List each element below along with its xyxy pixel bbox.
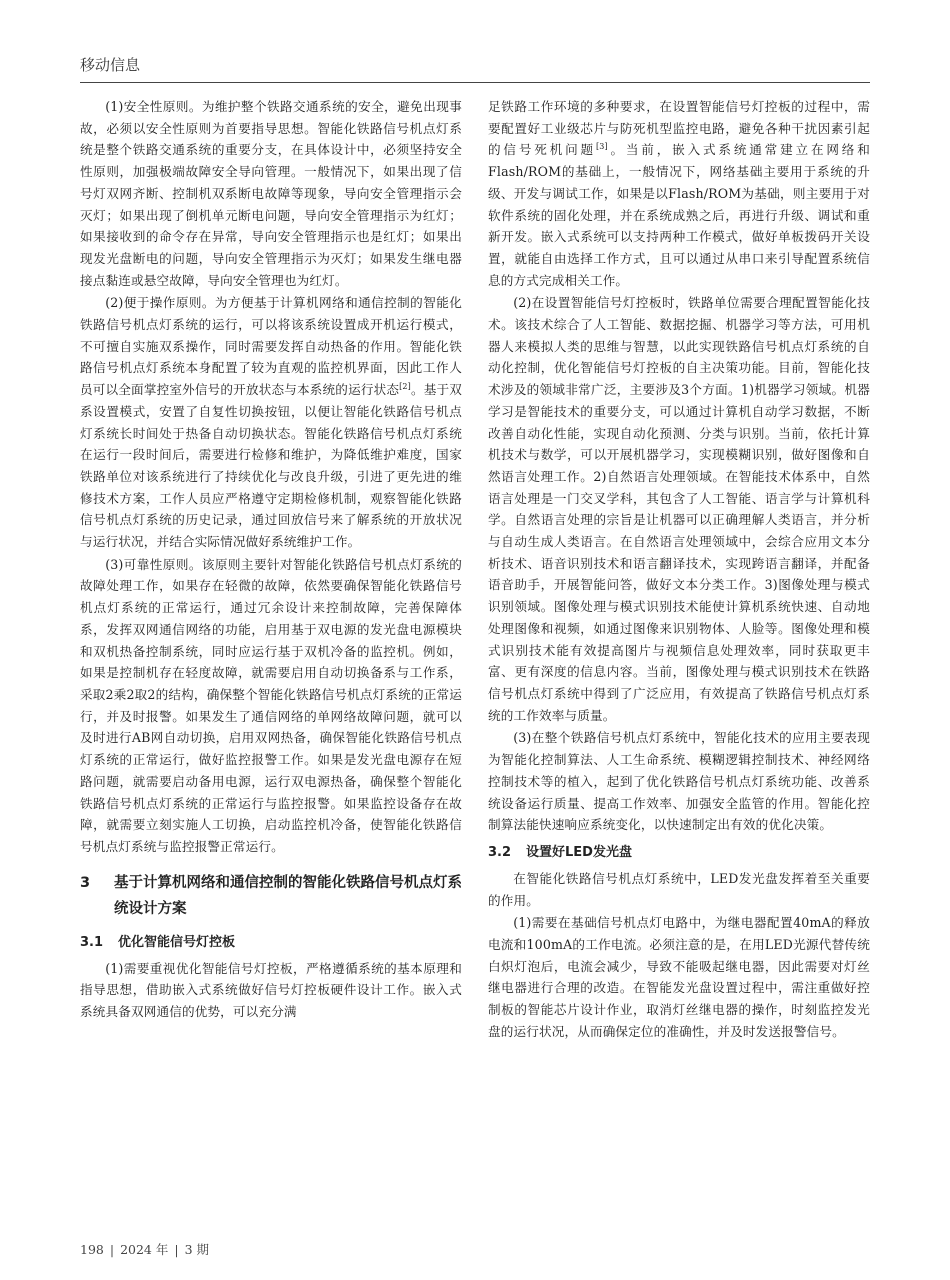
citation-ref: [2] — [399, 381, 411, 391]
section-heading-3 — [80, 870, 462, 922]
section-number: 3 — [80, 874, 91, 891]
paragraph-ease-of-operation — [80, 292, 462, 552]
footer-issue: 3 期 — [184, 1242, 210, 1257]
subsection-number: 3.1 — [80, 934, 104, 950]
section-title: 基于计算机网络和通信控制的智能化铁路信号机点灯系统设计方案 — [114, 874, 462, 917]
paragraph-signal-board-1: (1)需要重视优化智能信号灯控板，严格遵循系统的基本原理和指导思想，借助嵌入式系统做好信号灯控板硬件设计工作。嵌入式系统具备双网通信的优势，可以充分满 — [80, 960, 462, 1020]
paragraph-text: 。当前，嵌入式系统通常建立在网络和Flash/ROM的基础上，一般情况下，网络基础主要用于系统的升级、开发与调试工作，如果是以Flash/ROM为基础，则主要用于对软件系统的固化处理，并在系统成熟之后，再进行升级、调试和重新开发。嵌入式系统可以支持两种工作模式，做好单板拨码开关设置，就能自由选择工作方式，且可以通过从串口来引导配置系统信息的方式完成相关工作。 — [488, 142, 870, 288]
paragraph-led-relay: (1)需要在基础信号机点灯电路中，为继电器配置40mA的释放电流和100mA的工作电流。必须注意的是，在用LED光源代替传统白炽灯泡后，电流会减少，导致不能吸起继电器，因此需要对灯丝继电器进行合理的改造。在智能发光盘设置过程中，需注重做好控制板的智能芯片设计作业，取消灯丝继电器的操作，时刻监控发光盘的运行状况，从而确保定位的准确性，并及时发送报警信号。 — [488, 915, 870, 1039]
footer-year: 2024 年 — [120, 1242, 169, 1257]
paragraph-text: 。基于双系设置模式，安置了自复性切换按钮，以便让智能化铁路信号机点灯系统长时间处于热备自动切换状态。智能化铁路信号机点灯系统在运行一段时间后，需要进行检修和维护，为降低维护难度，国家铁路单位对该系统进行了持续优化与改良升级，引进了更先进的维修技术方案，工作人员应严格遵守定期检修机制，观察智能化铁路信号机点灯系统的历史记录，通过回放信号来了解系统的开放状况与运行状况，并结合实际情况做好系统维护工作。 — [80, 382, 462, 550]
paragraph-led-intro: 在智能化铁路信号机点灯系统中，LED发光盘发挥着至关重要的作用。 — [488, 870, 870, 908]
page-footer — [80, 1240, 209, 1258]
subsection-title: 优化智能信号灯控板 — [118, 934, 236, 950]
subsection-number: 3.2 — [488, 844, 512, 860]
footer-separator: | — [109, 1242, 115, 1257]
left-column — [80, 96, 462, 1024]
paragraph-safety-principle: (1)安全性原则。为维护整个铁路交通系统的安全，避免出现事故，必须以安全性原则为首要指导思想。智能化铁路信号机点灯系统是整个铁路交通系统的重要分支，在具体设计中，必须坚持安全性原则，加强极端故障安全导向管理。一般情况下，如果出现了信号灯双网齐断、控制机双系断电故障等现象，导向安全管理指示会灭灯；如果出现了倒机单元断电问题，导向安全管理指示为红灯；如果接收到的命令存在异常，导向安全管理指示也是红灯；如果出现发光盘断电的问题，导向安全管理指示为灭灯；如果发生继电器接点黏连或悬空故障，导向安全管理也为红灯。 — [80, 99, 462, 288]
paragraph-reliability-principle: (3)可靠性原则。该原则主要针对智能化铁路信号机点灯系统的故障处理工作，如果存在轻微的故障，依然要确保智能化铁路信号机点灯系统的正常运行，通过冗余设计来控制故障，完善保障体系，发挥双网通信网络的功能，启用基于双电源的发光盘电源模块和双机热备控制系统，同时应运行基于双机冷备的监控机。例如，如果是控制机存在轻度故障，就需要启用自动切换备系与工作系，采取2乘2取2的结构，确保整个智能化铁路信号机点灯系统的正常运行，并及时报警。如果发生了通信网络的单网络故障问题，就可以及时进行AB网自动切换，启用双网热备，确保智能化铁路信号机点灯系统的正常运行，做好监控报警工作。如果是发光盘电源存在短路问题，就需要启动备用电源，运行双电源热备，确保整个智能化铁路信号机点灯系统的正常运行与监控报警。如果监控设备存在故障，就需要立刻实施人工切换，启动监控机冷备，使智能化铁路信号机点灯系统与监控报警正常运行。 — [80, 556, 462, 854]
subsection-title: 设置好LED发光盘 — [526, 844, 632, 860]
paragraph-text: 足铁路工作环境的多种要求，在设置智能信号灯控板的过程中，需要配置好工业级芯片与防死机型监控电路，避免各种干扰因素引起的信号死机问题 — [488, 99, 870, 158]
running-header — [80, 52, 870, 83]
right-column — [488, 96, 870, 1044]
footer-separator: | — [174, 1242, 179, 1257]
page-number: 198 — [80, 1242, 104, 1257]
paragraph-intelligent-tech: (2)在设置智能信号灯控板时，铁路单位需要合理配置智能化技术。该技术综合了人工智能、数据挖掘、机器学习等方法，可用机器人来模拟人类的思维与智慧，以此实现铁路信号机点灯系统的自动化控制，优化智能信号灯控板的自主决策功能。目前，智能化技术涉及的领域非常广泛，主要涉及3个方面。1)机器学习领域。机器学习是智能技术的重要分支，可以通过计算机自动学习数据，不断改善自动化性能，实现自动化预测、分类与识别。当前，依托计算机技术与数学，可以开展机器学习，实现模糊识别，做好图像和自然语言处理工作。2)自然语言处理领域。在智能技术体系中，自然语言处理是一门交叉学科，其包含了人工智能、语言学与计算机科学。自然语言处理的宗旨是让机器可以正确理解人类语言，并分析与自动生成人类语言。在自然语言处理领域中，会综合应用文本分析技术、语音识别技术和语言翻译技术，实现跨语言翻译，并配备语音助手，开展智能问答，做好文本分类工作。3)图像处理与模式识别领域。图像处理与模式识别技术能使计算机系统快速、自动地处理图像和视频，如通过图像来识别物体、人脸等。图像处理和模式识别技术能有效提高图片与视频信息处理效率，同时获取更丰富、更有深度的信息内容。当前，图像处理与模式识别技术在铁路信号机点灯系统中得到了广泛应用，有效提高了铁路信号机点灯系统的工作效率与质量。 — [488, 295, 870, 723]
subsection-heading-3-1 — [80, 932, 462, 954]
journal-title: 移动信息 — [80, 56, 141, 74]
citation-ref: [3] — [595, 142, 608, 152]
paragraph-tech-application: (3)在整个铁路信号机点灯系统中，智能化技术的应用主要表现为智能化控制算法、人工生命系统、模糊逻辑控制技术、神经网络控制技术等的植入，起到了优化铁路信号机点灯系统功能、改善系统设备运行质量、提高工作效率、加强安全监管的作用。智能化控制算法能快速响应系统变化，以快速制定出有效的优化决策。 — [488, 730, 870, 833]
paragraph-text: (2)便于操作原则。为方便基于计算机网络和通信控制的智能化铁路信号机点灯系统的运行，可以将该系统设置成开机运行模式，不可擅自实施双系操作，同时需要发挥自动热备的作用。智能化铁路信号机点灯系统本身配置了较为直观的监控机界面，因此工作人员可以全面掌控室外信号的开放状态与本系统的运行状态 — [80, 295, 462, 398]
subsection-heading-3-2 — [488, 842, 870, 864]
paragraph-embedded-system — [488, 96, 870, 291]
